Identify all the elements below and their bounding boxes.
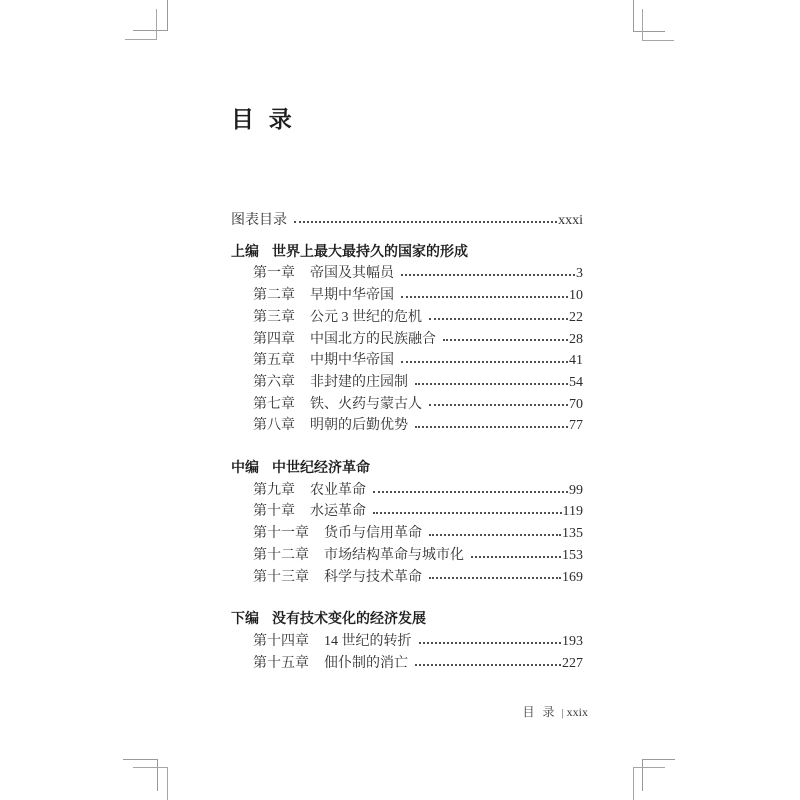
toc-entry-chapter: 第一章	[253, 266, 295, 282]
section-title: 世界上最大最持久的国家的形成	[272, 244, 468, 260]
dotted-leader	[294, 221, 557, 223]
toc-entry-page: xxxi	[558, 213, 583, 228]
toc-entry-title: 中国北方的民族融合	[310, 331, 436, 347]
section-part-label: 中编	[231, 461, 259, 477]
toc-entry-title: 明朝的后勤优势	[310, 418, 408, 434]
toc-section-heading	[231, 242, 583, 264]
toc-entry-title: 公元 3 世纪的危机	[310, 309, 422, 325]
toc-entry-chapter: 第六章	[253, 374, 295, 390]
toc-entry	[231, 631, 583, 653]
crop-mark-top-left-inner	[125, 9, 157, 40]
toc-entry-title: 铁、火药与蒙古人	[310, 396, 422, 412]
crop-mark-bottom-left-inner	[133, 767, 168, 800]
dotted-leader	[429, 404, 568, 406]
toc-entry-page: 99	[569, 482, 583, 498]
dotted-leader	[373, 512, 562, 514]
toc-entry-page: 193	[562, 633, 583, 649]
dotted-leader	[443, 339, 568, 341]
toc-entry-chapter: 第十三章	[253, 569, 309, 585]
dotted-leader	[415, 383, 568, 385]
toc-entry	[231, 501, 583, 523]
toc-entry-chapter: 第十二章	[253, 547, 309, 563]
toc-entry-page: 153	[562, 547, 583, 563]
toc-entry-chapter: 第七章	[253, 396, 295, 412]
toc-entry	[231, 285, 583, 307]
toc-entry	[231, 653, 583, 675]
toc-entry-title: 佃仆制的消亡	[324, 655, 408, 671]
toc-entry-title: 非封建的庄园制	[310, 374, 408, 390]
toc-entry-page: 169	[562, 569, 583, 585]
toc-entry-title: 市场结构革命与城市化	[324, 547, 464, 563]
toc-entry	[231, 372, 583, 394]
footer-page-number: xxix	[566, 705, 588, 719]
toc-entry	[231, 523, 583, 545]
toc-entry-chapter: 第二章	[253, 288, 295, 304]
section-title: 中世纪经济革命	[272, 461, 370, 477]
toc-entry	[231, 545, 583, 567]
toc-entry-page: 227	[562, 655, 583, 671]
toc-entry-title: 货币与信用革命	[324, 526, 422, 542]
dotted-leader	[419, 642, 562, 644]
dotted-leader	[429, 577, 561, 579]
toc-entry-title: 14 世纪的转折	[324, 633, 412, 649]
toc-entry-chapter: 第十一章	[253, 526, 309, 542]
toc-entry-page: 28	[569, 331, 583, 347]
dotted-leader	[415, 426, 568, 428]
toc-section	[231, 242, 583, 437]
toc-entry-title: 农业革命	[310, 482, 366, 498]
toc-entry-title: 图表目录	[231, 213, 287, 228]
toc-entry	[231, 567, 583, 589]
toc-entry-page: 77	[569, 418, 583, 434]
toc-entry	[231, 210, 583, 232]
toc-entry-page: 70	[569, 396, 583, 412]
toc-entry-page: 119	[562, 504, 583, 520]
toc-entry-page: 10	[569, 288, 583, 304]
toc-section-heading	[231, 458, 583, 480]
toc-entry-chapter: 第十章	[253, 504, 295, 520]
toc-entry-page: 41	[569, 353, 583, 369]
toc-entry-title: 帝国及其幅员	[310, 266, 394, 282]
toc	[231, 210, 583, 674]
toc-entry-title: 水运革命	[310, 504, 366, 520]
content-column	[231, 108, 583, 674]
toc-entry-chapter: 第四章	[253, 331, 295, 347]
toc-entry-chapter: 第十五章	[253, 655, 309, 671]
section-part-label: 上编	[231, 244, 259, 260]
dotted-leader	[429, 534, 561, 536]
dotted-leader	[373, 491, 568, 493]
toc-section	[231, 609, 583, 674]
page-footer	[522, 703, 588, 720]
toc-entry-page: 135	[562, 526, 583, 542]
toc-entry	[231, 307, 583, 329]
toc-entry	[231, 350, 583, 372]
footer-chapter-label: 目 录	[522, 705, 555, 719]
toc-entry	[231, 394, 583, 416]
toc-entry	[231, 263, 583, 285]
dotted-leader	[429, 318, 568, 320]
toc-entry-chapter: 第八章	[253, 418, 295, 434]
toc-entry-chapter: 第十四章	[253, 633, 309, 649]
toc-entry-title: 科学与技术革命	[324, 569, 422, 585]
toc-section-heading	[231, 609, 583, 631]
toc-section	[231, 458, 583, 588]
crop-mark-top-right-inner	[642, 9, 674, 41]
toc-entry	[231, 329, 583, 351]
toc-entry-title: 中期中华帝国	[310, 353, 394, 369]
toc-entry-title: 早期中华帝国	[310, 288, 394, 304]
toc-entry	[231, 415, 583, 437]
toc-entry-chapter: 第五章	[253, 353, 295, 369]
toc-entry-page: 3	[576, 266, 583, 282]
dotted-leader	[401, 274, 575, 276]
section-part-label: 下编	[231, 612, 259, 628]
dotted-leader	[415, 664, 561, 666]
page-title: 目 录	[231, 107, 293, 132]
dotted-leader	[401, 361, 568, 363]
toc-entry-page: 54	[569, 374, 583, 390]
footer-divider: |	[561, 707, 564, 719]
dotted-leader	[401, 296, 568, 298]
toc-entry	[231, 480, 583, 502]
crop-mark-bottom-right-inner	[633, 767, 665, 800]
toc-entry-page: 22	[569, 309, 583, 325]
toc-entry-chapter: 第九章	[253, 482, 295, 498]
dotted-leader	[471, 556, 561, 558]
toc-entry-chapter: 第三章	[253, 309, 295, 325]
section-title: 没有技术变化的经济发展	[272, 612, 426, 628]
